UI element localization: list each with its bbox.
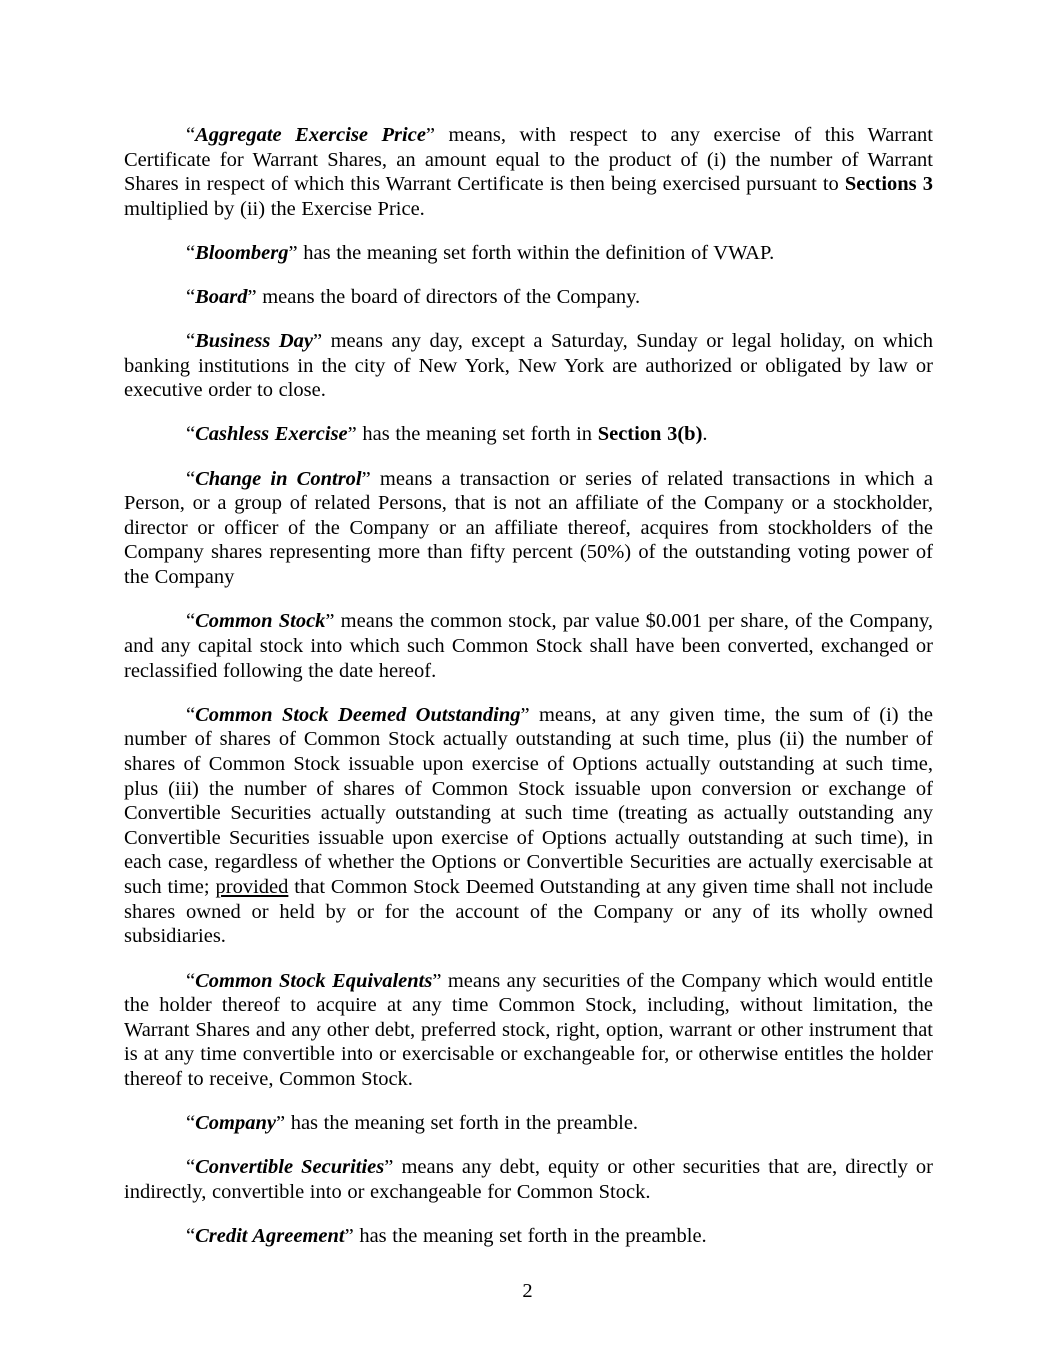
paragraph [124, 285, 933, 310]
defined-term: Cashless Exercise [195, 423, 348, 446]
text-run: multiplied by (ii) the Exercise Price. [124, 197, 425, 220]
text-run: ” means a transaction or series of related transactions in which a Person, or a group of related Persons, that is not an affiliate of the Company or a stockholder, director or officer of the Company or an affiliate thereof, acquires from stockholders of the Company shares representing more than fifty percent (50%) of the outstanding voting power of the Company [124, 467, 933, 589]
text-run: that Common Stock Deemed Outstanding at any given time shall not include shares owned or held by or for the account of the Company or any of its wholly owned subsidiaries. [124, 876, 933, 948]
defined-term: Credit Agreement [195, 1224, 345, 1247]
text-run: “ [186, 610, 196, 633]
page-number: 2 [522, 1280, 533, 1302]
text-run: ” has the meaning set forth in [347, 423, 598, 446]
paragraph [124, 329, 933, 403]
defined-term: Change in Control [195, 467, 362, 490]
text-run: “ [186, 423, 196, 446]
section-reference: Section 3(b) [597, 423, 703, 446]
text-run: “ [186, 703, 196, 726]
defined-term: Common Stock [195, 610, 326, 633]
text-run: “ [186, 330, 196, 353]
text-run: ” means any debt, equity or other securities that are, directly or indirectly, convertible into or exchangeable for Common Stock. [124, 1156, 934, 1203]
paragraph [124, 1155, 933, 1204]
text-run: ” means any securities of the Company which would entitle the holder thereof to acquire at any time Common Stock, including, without limitation, the Warrant Shares and any other debt, preferred stock, right, option, warrant or other instrument that is at any time convertible into or exercisable or exchangeable for, or otherwise entitles the holder thereof to receive, Common Stock. [124, 969, 933, 1091]
paragraph [124, 1111, 933, 1136]
paragraph [124, 241, 933, 266]
text-run: ” means, at any given time, the sum of (i) the number of shares of Common Stock actually outstanding at such time, plus (ii) the number of shares of Common Stock issuable upon exercise of Options actually outstanding at such time, plus (iii) the number of shares of Common Stock issuable upon conversion or exchange of Convertible Securities actually outstanding at such time (treating as actually outstanding any Convertible Securities issuable upon exercise of Options actually outstanding at such time), in each case, regardless of whether the Options or Convertible Securities are actually exercisable at such time; [124, 703, 934, 899]
document-body [124, 123, 933, 1268]
defined-term: Board [195, 286, 248, 309]
text-run: ” has the meaning set forth in the preamble. [275, 1112, 639, 1135]
text-run: “ [186, 467, 196, 490]
paragraph [124, 422, 933, 447]
paragraph [124, 123, 933, 222]
paragraph [124, 969, 933, 1092]
underlined-term: provided [215, 876, 289, 899]
defined-term: Common Stock Deemed Outstanding [195, 703, 521, 726]
paragraph [124, 703, 933, 950]
defined-term: Common Stock Equivalents [195, 969, 433, 992]
text-run: . [702, 423, 708, 446]
text-run: ” means the board of directors of the Company. [247, 286, 641, 309]
text-run: “ [186, 242, 196, 265]
defined-term: Aggregate Exercise Price [195, 124, 426, 146]
text-run: ” means any day, except a Saturday, Sunday or legal holiday, on which banking institutions in the city of New York, New York are authorized or obligated by law or executive order to close. [124, 330, 933, 402]
text-run: “ [186, 1156, 196, 1179]
text-run: “ [186, 124, 196, 146]
text-run: “ [186, 1224, 196, 1247]
text-run: “ [186, 286, 196, 309]
defined-term: Bloomberg [195, 242, 289, 265]
defined-term: Business Day [195, 330, 313, 353]
text-run: ” means, with respect to any exercise of this Warrant Certificate for Warrant Shares, an amount equal to the product of (i) the number of Warrant Shares in respect of which this Warrant Certificate is then being exercised pursuant to [124, 124, 934, 196]
paragraph [124, 1224, 933, 1249]
text-run: “ [186, 1112, 196, 1135]
defined-term: Company [195, 1112, 276, 1135]
paragraph [124, 609, 933, 683]
text-run: ” has the meaning set forth within the definition of VWAP. [288, 242, 775, 265]
text-run: ” has the meaning set forth in the preamble. [344, 1224, 707, 1247]
text-run: ” means the common stock, par value $0.001 per share, of the Company, and any capital stock into which such Common Stock shall have been converted, exchanged or reclassified following the date hereof. [124, 610, 933, 682]
section-reference: Sections 3 [844, 173, 934, 196]
text-run: “ [186, 969, 196, 992]
paragraph [124, 467, 933, 590]
defined-term: Convertible Securities [195, 1156, 385, 1179]
